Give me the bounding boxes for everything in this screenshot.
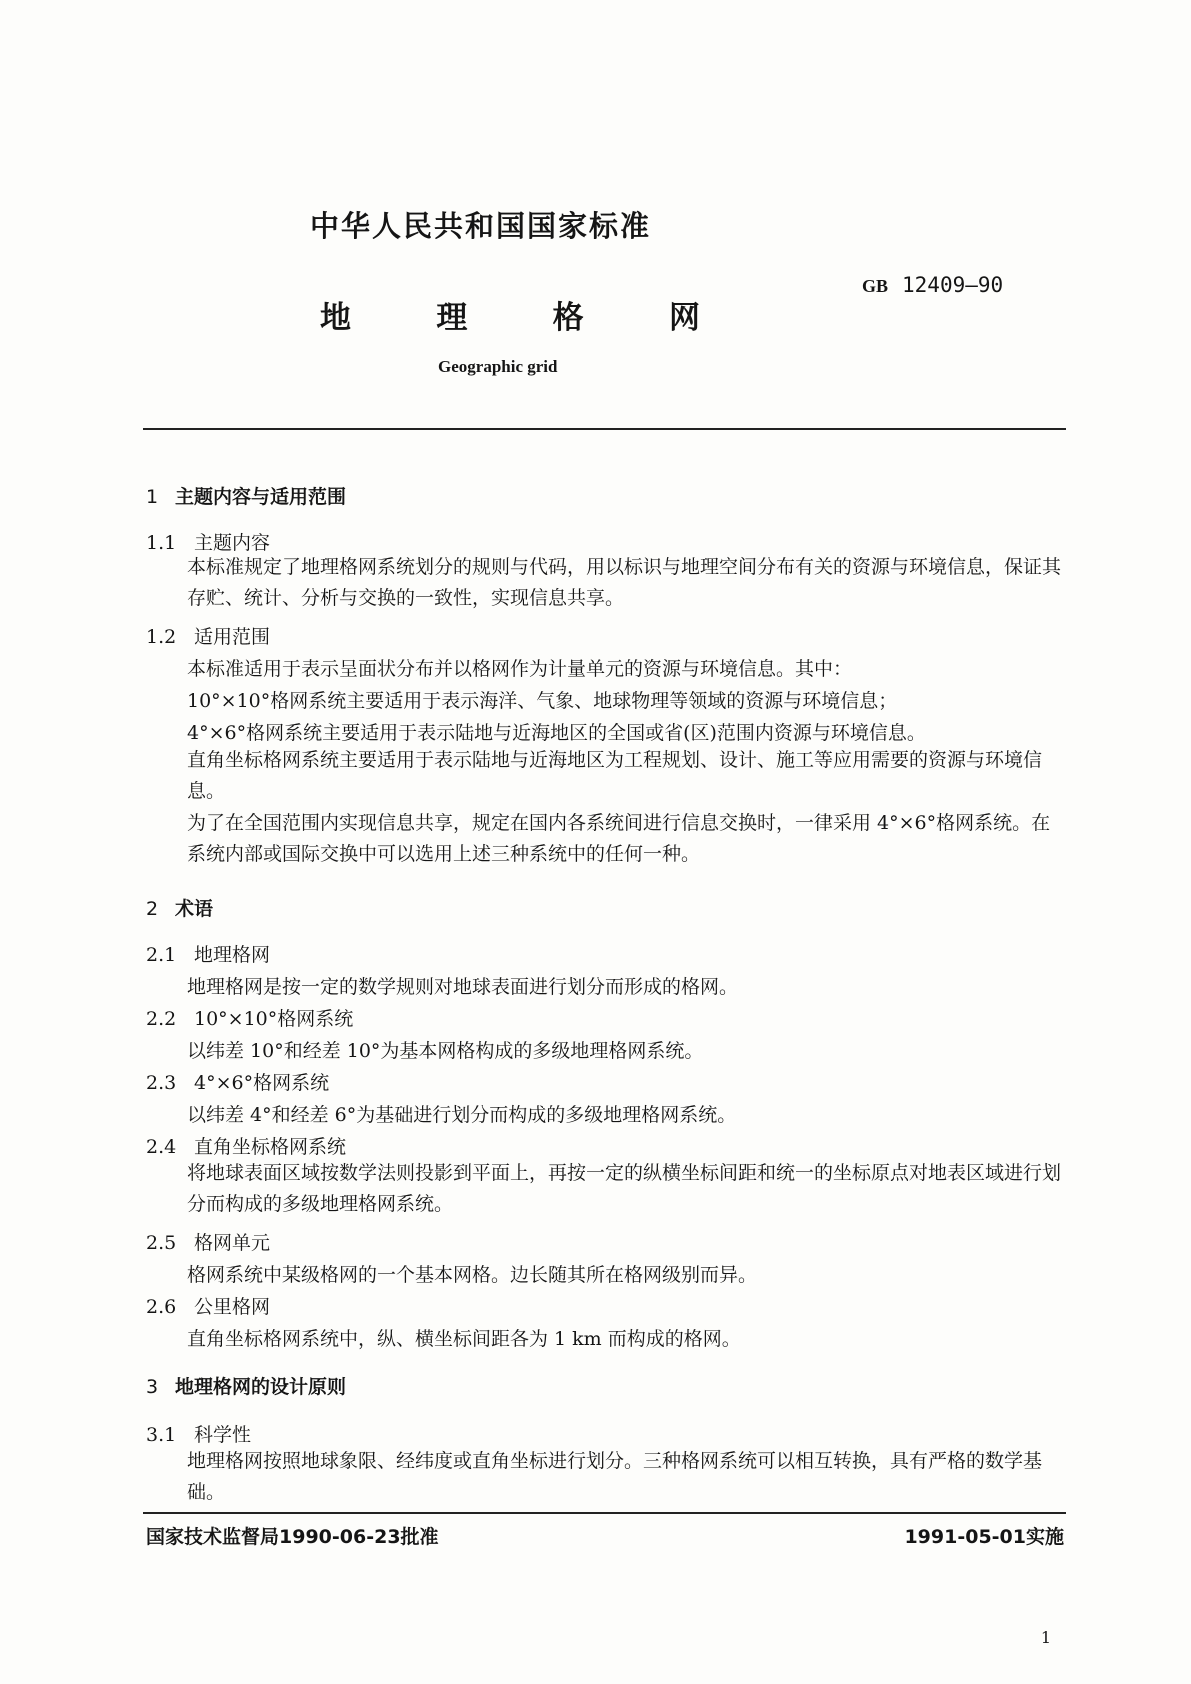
term-definition: 以纬差 4°和经差 6°为基础进行划分而构成的多级地理格网系统。 [187,1104,737,1126]
term-definition: 地理格网是按一定的数学规则对地球表面进行划分而形成的格网。 [187,976,739,998]
section-3-heading: 3 地理格网的设计原则 [146,1376,347,1398]
footer-divider [143,1512,1066,1514]
header-divider [143,428,1066,430]
paragraph: 本标准适用于表示呈面状分布并以格网作为计量单元的资源与环境信息。其中： [187,658,853,680]
term-heading: 2.2 10°×10°格网系统 [146,1008,354,1030]
term-heading: 2.4 直角坐标格网系统 [146,1136,347,1158]
page-number: 1 [1040,1628,1051,1647]
term-definition: 格网系统中某级格网的一个基本网格。边长随其所在格网级别而异。 [187,1264,758,1286]
section-1-2-heading: 1.2 适用范围 [146,626,271,648]
section-1-1-heading: 1.1 主题内容 [146,532,271,554]
term-heading: 2.5 格网单元 [146,1232,271,1254]
title-char: 格 [552,300,584,336]
paragraph: 本标准规定了地理格网系统划分的规则与代码，用以标识与地理空间分布有关的资源与环境信息，保证其存贮、统计、分析与交换的一致性，实现信息共享。 [187,556,1062,609]
term-definition: 以纬差 10°和经差 10°为基本网格构成的多级地理格网系统。 [187,1040,704,1062]
paragraph: 地理格网按照地球象限、经纬度或直角坐标进行划分。三种格网系统可以相互转换，具有严格的数学基础。 [187,1450,1043,1503]
standard-code [862,273,1003,297]
title-char: 网 [668,300,700,336]
document-title [320,292,700,337]
standard-prefix: GB [862,276,889,296]
approval-line: 国家技术监督局1990-06-23批准 [146,1526,439,1548]
english-subtitle: Geographic grid [438,357,558,376]
term-heading: 2.6 公里格网 [146,1296,271,1318]
paragraph: 10°×10°格网系统主要适用于表示海洋、气象、地球物理等领域的资源与环境信息； [187,690,898,712]
paragraph: 4°×6°格网系统主要适用于表示陆地与近海地区的全国或省(区)范围内资源与环境信息。 [187,722,926,744]
national-standard-title: 中华人民共和国国家标准 [310,209,652,243]
paragraph: 为了在全国范围内实现信息共享，规定在国内各系统间进行信息交换时，一律采用 4°×6°格网系统。在系统内部或国际交换中可以选用上述三种系统中的任何一种。 [187,812,1051,865]
section-1-heading: 1 主题内容与适用范围 [146,486,347,508]
paragraph: 直角坐标格网系统主要适用于表示陆地与近海地区为工程规划、设计、施工等应用需要的资源与环境信息。 [187,749,1043,802]
section-3-1-heading: 3.1 科学性 [146,1424,252,1446]
section-2-heading: 2 术语 [146,898,214,920]
effective-date: 1991-05-01实施 [904,1526,1064,1548]
term-heading: 2.3 4°×6°格网系统 [146,1072,330,1094]
term-definition: 直角坐标格网系统中，纵、横坐标间距各为 1 km 而构成的格网。 [187,1328,741,1350]
standard-number: 12409—90 [902,273,1004,297]
term-heading: 2.1 地理格网 [146,944,271,966]
title-char: 地 [320,300,351,336]
term-definition: 将地球表面区域按数学法则投影到平面上，再按一定的纵横坐标间距和统一的坐标原点对地表区域进行划分而构成的多级地理格网系统。 [187,1162,1062,1215]
title-char: 理 [436,300,468,336]
